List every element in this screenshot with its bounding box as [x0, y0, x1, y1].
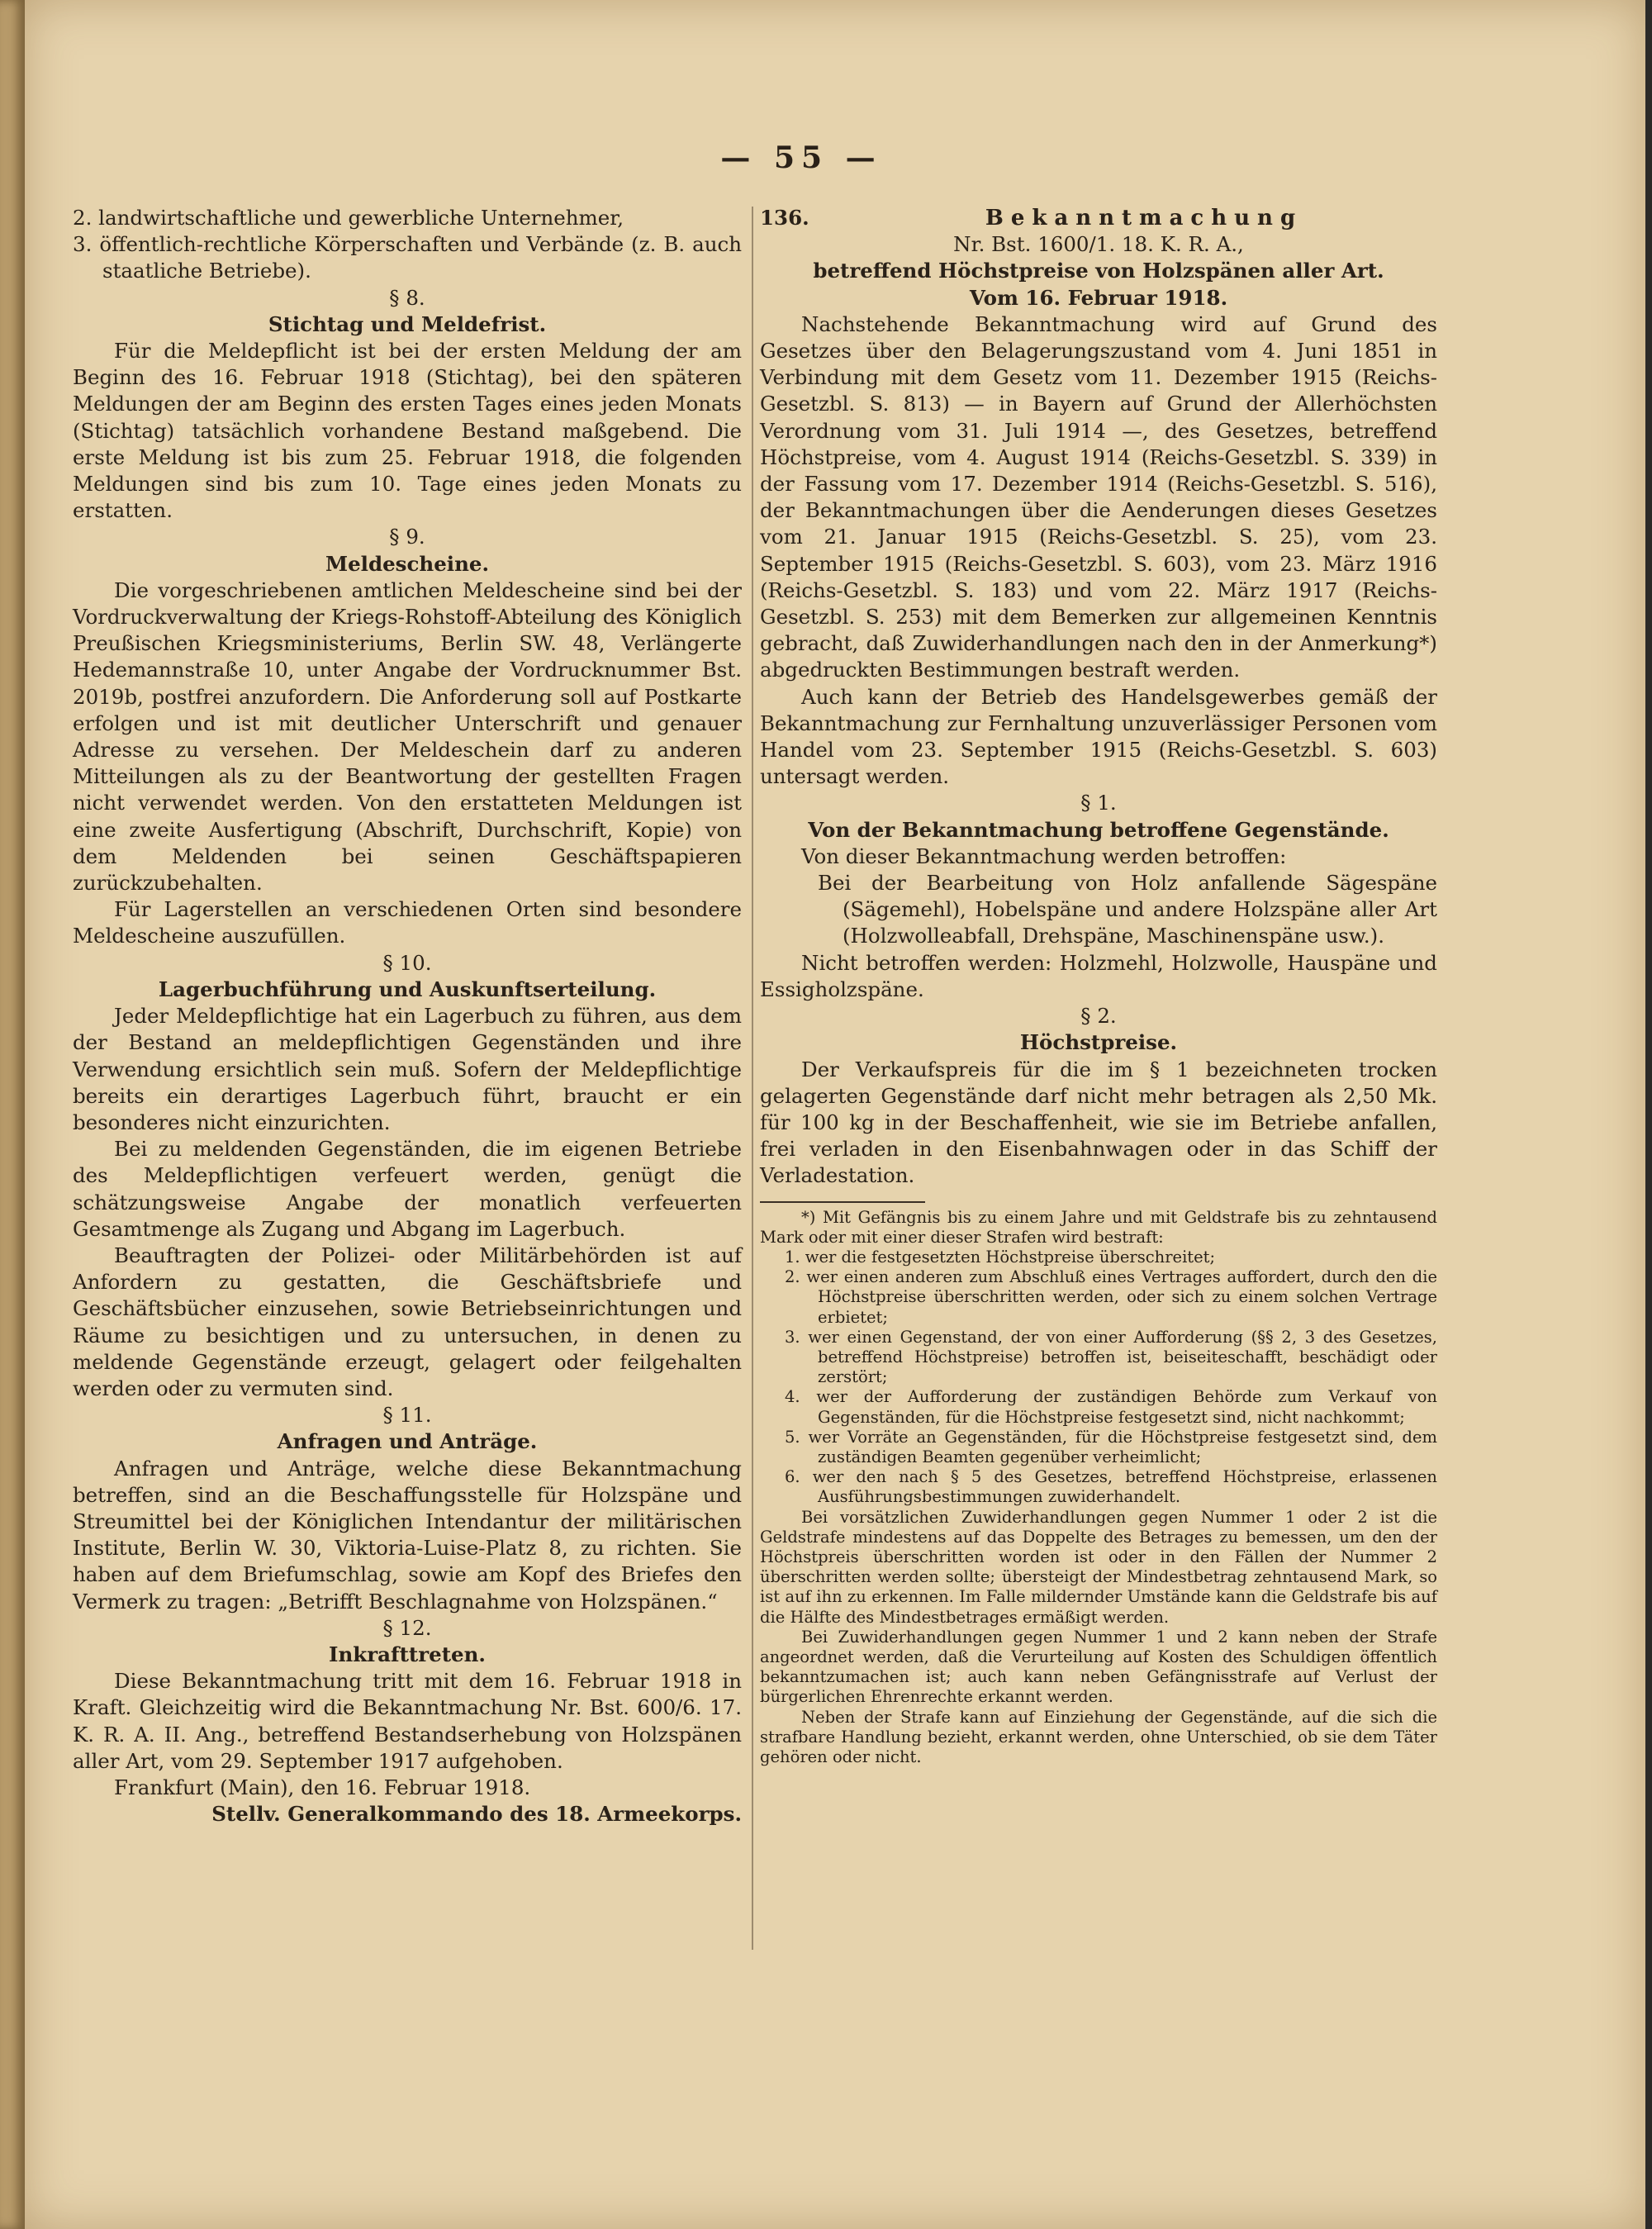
footnote-paragraph: Bei Zuwiderhandlungen gegen Nummer 1 und 2 kann neben der Strafe angeordnet werden, daß die Verurteilung auf Kosten des Schuldigen öffentlich bekanntzumachen ist; auch kann neben Gefängnisstrafe auf Verlust der bürgerlichen Ehrenrechte erkannt werden.: [760, 1627, 1437, 1707]
section-10-number: § 10.: [382, 950, 432, 975]
section-8-title: Stichtag und Meldefrist.: [268, 311, 547, 336]
section-11-number: § 11.: [382, 1403, 432, 1428]
section-10-text: Beauftragten der Polizei- oder Militärbehörden ist auf Anfordern zu gestatten, die Geschäftsbriefe und Geschäftsbücher einzusehen, sowie Betriebseinrichtungen und Räume zu besichtigen und zu untersuchen, in denen zu meldende Gegenstände erzeugt, gelagert oder feilgehalten werden oder zu vermuten sind.: [73, 1243, 742, 1400]
section-1-item: Bei der Bearbeitung von Holz anfallende Sägespäne (Sägemehl), Hobelspäne und andere Holzspäne aller Art (Holzwolleabfall, Drehspäne, Maschinenspäne usw.).: [818, 871, 1437, 948]
book-spine: [0, 0, 25, 2229]
footnote-paragraph: Bei vorsätzlichen Zuwiderhandlungen gegen Nummer 1 oder 2 ist die Geldstrafe mindestens auf das Doppelte des Betrages zu bemessen, um den der Höchstpreis überschritten worden ist oder in den Fällen der Nummer 2 überschritten werden sollte; übersteigt der Mindestbetrag zehntausend Mark, so ist auf ihn zu erkennen. Im Falle mildernder Umstände kann die Geldstrafe bis auf die Hälfte des Mindestbetrages ermäßigt werden.: [760, 1507, 1437, 1627]
intro-text: Auch kann der Betrieb des Handelsgewerbes gemäß der Bekanntmachung zur Fernhaltung unzuverlässiger Personen vom Handel vom 23. September 1915 (Reichs-Gesetzbl. S. 603) untersagt werden.: [760, 684, 1437, 789]
announcement-regarding: betreffend Höchstpreise von Holzspänen aller Art.: [813, 259, 1384, 283]
footnote-item: 5. wer Vorräte an Gegenständen, für die Höchstpreise festgesetzt sind, dem zuständigen Beamten gegenüber verheimlicht;: [785, 1427, 1437, 1466]
section-9-text: Die vorgeschriebenen amtlichen Meldescheine sind bei der Vordruckverwaltung der Kriegs-Rohstoff-Abteilung des Königlich Preußischen Kriegsministeriums, Berlin SW. 48, Verlängerte Hedemannstraße 10, unter Angabe der Vordrucknummer Bst. 2019b, postfrei anzufordern. Die Anforderung soll auf Postkarte erfolgen und ist mit deutlicher Unterschrift und genauer Adresse zu versehen. Der Meldeschein darf zu anderen Mitteilungen als zu der Beantwortung der gestellten Fragen nicht verwendet werden. Von den erstatteten Meldungen ist eine zweite Ausfertigung (Abschrift, Durchschrift, Kopie) von dem Meldenden bei seinen Geschäftspapieren zurückzubehalten.: [73, 577, 742, 896]
intro-text: Nachstehende Bekanntmachung wird auf Grund des Gesetzes über den Belagerungszustand vom 4. Juni 1851 in Verbindung mit dem Gesetz vom 11. Dezember 1915 (Reichs-Gesetzbl. S. 813) — in Bayern auf Grund der Allerhöchsten Verordnung vom 31. Juli 1914 —, des Gesetzes, betreffend Höchstpreise, vom 4. August 1914 (Reichs-Gesetzbl. S. 339) in der Fassung vom 17. Dezember 1914 (Reichs-Gesetzbl. S. 516), der Bekanntmachungen über die Aenderungen dieses Gesetzes vom 21. Januar 1915 (Reichs-Gesetzbl. S. 25), vom 23. September 1915 (Reichs-Gesetzbl. S. 603), vom 23. März 1916 (Reichs-Gesetzbl. S. 183) und vom 22. März 1917 (Reichs-Gesetzbl. S. 253) mit dem Bemerken zur allgemeinen Kenntnis gebracht, daß Zuwiderhandlungen nach den in der Anmerkung*) abgedruckten Bestimmungen bestraft werden.: [760, 311, 1437, 682]
section-10-title: Lagerbuchführung und Auskunftserteilung.: [158, 977, 657, 1001]
section-1-title: Von der Bekanntmachung betroffene Gegenstände.: [808, 817, 1389, 842]
document-page: [25, 0, 1645, 2229]
announcement-header: [760, 205, 1437, 231]
footnote-paragraph: Neben der Strafe kann auf Einziehung der Gegenstände, auf die sich die strafbare Handlung bezieht, erkannt werden, ohne Unterschied, ob sie dem Täter gehören oder nicht.: [760, 1707, 1437, 1766]
section-11-text: Anfragen und Anträge, welche diese Bekanntmachung betreffen, sind an die Beschaffungsstelle für Holzspäne und Streumittel bei der Königlichen Intendantur der militärischen Institute, Berlin W. 30, Viktoria-Luise-Platz 8, zu richten. Sie haben auf dem Briefumschlag, sowie am Kopf des Briefes den Vermerk zu tragen: „Betrifft Beschlagnahme von Holzspänen.“: [73, 1456, 742, 1614]
announcement-number: 136.: [760, 206, 809, 230]
section-9-number: § 9.: [389, 525, 425, 549]
footnote-rule: [760, 1201, 925, 1203]
section-2-text: Der Verkaufspreis für die im § 1 bezeichneten trocken gelagerten Gegenstände darf nicht mehr betragen als 2,50 Mk. für 100 kg in der Beschaffenheit, wie sie im Betriebe anfallen, frei verladen in den Eisenbahnwagen oder in das Schiff der Verladestation.: [760, 1057, 1437, 1188]
section-2-number: § 2.: [1080, 1004, 1117, 1029]
section-1-number: § 1.: [1080, 791, 1117, 815]
section-10-text: Bei zu meldenden Gegenständen, die im eigenen Betriebe des Meldepflichtigen verfeuert werden, genügt die schätzungsweise Angabe der monatlich verfeuerten Gesamtmenge als Zugang und Abgang im Lagerbuch.: [73, 1137, 742, 1241]
section-2-title: Höchstpreise.: [1019, 1030, 1178, 1055]
list-item: 3. öffentlich-rechtliche Körperschaften und Verbände (z. B. auch staatliche Betriebe).: [73, 232, 742, 283]
section-9-title: Meldescheine.: [325, 551, 490, 576]
section-12-title: Inkrafttreten.: [329, 1642, 486, 1666]
section-9-text: Für Lagerstellen an verschiedenen Orten sind besondere Meldescheine auszufüllen.: [73, 897, 742, 948]
column-divider: [752, 207, 753, 1950]
footnote-item: 6. wer den nach § 5 des Gesetzes, betreffend Höchstpreise, erlassenen Ausführungsbestimmungen zuwiderhandelt.: [785, 1467, 1437, 1507]
announcement-subtitle: Nr. Bst. 1600/1. 18. K. R. A.,: [953, 232, 1244, 257]
right-column: [760, 205, 1437, 1767]
footnote-item: 4. wer der Aufforderung der zuständigen Behörde zum Verkauf von Gegenständen, für die Höchstpreise festgesetzt sind, nicht nachkommt;: [785, 1387, 1437, 1427]
left-column: [73, 205, 742, 1827]
section-8-number: § 8.: [389, 285, 425, 310]
section-1-not-affected: Nicht betroffen werden: Holzmehl, Holzwolle, Hauspäne und Essigholzspäne.: [760, 950, 1437, 1001]
section-8-text: Für die Meldepflicht ist bei der ersten Meldung der am Beginn des 16. Februar 1918 (Stichtag), bei den späteren Meldungen der am Beginn des ersten Tages eines jeden Monats (Stichtag) tatsächlich vorhandene Bestand maßgebend. Die erste Meldung ist bis zum 25. Februar 1918, die folgenden Meldungen sind bis zum 10. Tage eines jeden Monats zu erstatten.: [73, 339, 742, 523]
list-item: 2. landwirtschaftliche und gewerbliche Unternehmer,: [73, 206, 624, 230]
place-date: Frankfurt (Main), den 16. Februar 1918.: [114, 1775, 531, 1799]
footnote-item: 1. wer die festgesetzten Höchstpreise überschreitet;: [785, 1247, 1216, 1267]
section-12-text: Diese Bekanntmachung tritt mit dem 16. Februar 1918 in Kraft. Gleichzeitig wird die Bekanntmachung Nr. Bst. 600/6. 17. K. R. A. II. Ang., betreffend Bestandserhebung von Holzspänen aller Art, vom 29. September 1917 aufgehoben.: [73, 1669, 742, 1773]
announcement-date: Vom 16. Februar 1918.: [969, 285, 1228, 310]
footnote-intro: *) Mit Gefängnis bis zu einem Jahre und mit Geldstrafe bis zu zehntausend Mark oder mit einer dieser Strafen wird bestraft:: [760, 1207, 1437, 1247]
announcement-title: Bekanntmachung: [985, 206, 1303, 231]
section-1-lead: Von dieser Bekanntmachung werden betroffen:: [801, 844, 1287, 868]
signature: Stellv. Generalkommando des 18. Armeekorps.: [211, 1802, 742, 1827]
section-12-number: § 12.: [382, 1615, 432, 1640]
footnote-item: 2. wer einen anderen zum Abschluß eines Vertrages auffordert, durch den die Höchstpreise überschritten werden, oder sich zu einem solchen Vertrage erbietet;: [785, 1267, 1437, 1327]
page-number: — 55 —: [720, 140, 882, 175]
section-10-text: Jeder Meldepflichtige hat ein Lagerbuch zu führen, aus dem der Bestand an meldepflichtigen Gegenständen und ihre Verwendung ersichtlich sein muß. Sofern der Meldepflichtige bereits ein derartiges Lagerbuch führt, braucht er ein besonderes nicht einzurichten.: [73, 1004, 742, 1134]
section-11-title: Anfragen und Anträge.: [277, 1429, 538, 1454]
footnote: [760, 1208, 1437, 1768]
footnote-item: 3. wer einen Gegenstand, der von einer Aufforderung (§§ 2, 3 des Gesetzes, betreffend Höchstpreise) betroffen ist, beiseiteschafft, beschädigt oder zerstört;: [785, 1327, 1437, 1387]
